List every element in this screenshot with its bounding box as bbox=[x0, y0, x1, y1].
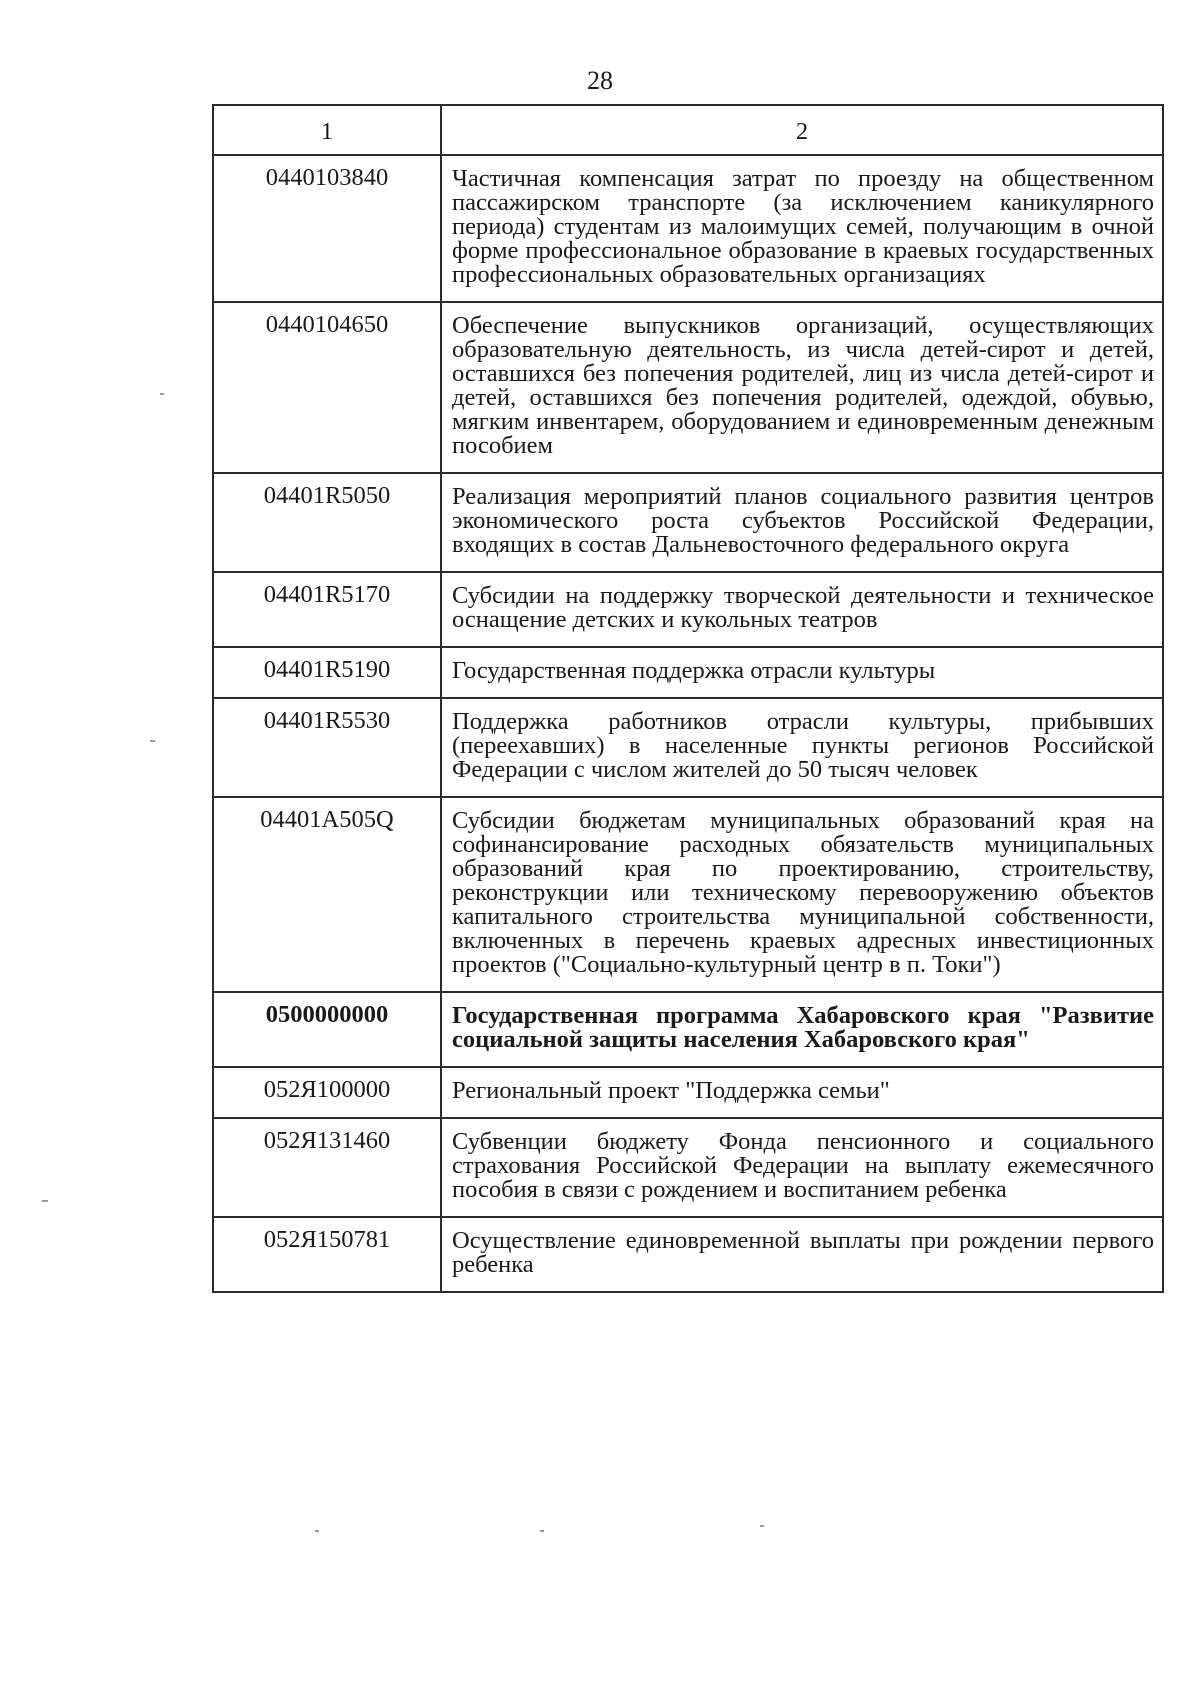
row-description: Государственная поддержка отрасли культуры bbox=[441, 647, 1163, 698]
table-row bbox=[213, 1067, 1163, 1118]
table-row-program-heading bbox=[213, 992, 1163, 1067]
row-description: Субвенции бюджету Фонда пенсионного и социального страхования Российской Федерации на выплату ежемесячного пособия в связи с рождением и воспитанием ребенка bbox=[441, 1118, 1163, 1217]
row-code: 04401A505Q bbox=[213, 797, 441, 992]
scan-speck bbox=[160, 393, 164, 395]
row-description: Обеспечение выпускников организаций, осуществляющих образовательную деятельность, из числа детей-сирот и детей, оставшихся без попечения родителей, лиц из числа детей-сирот и детей, оставшихся без попечения родителей, одеждой, обувью, мягким инвентарем, оборудованием и единовременным денежным пособием bbox=[441, 302, 1163, 473]
column-header-1: 1 bbox=[213, 105, 441, 155]
row-code: 04401R5530 bbox=[213, 698, 441, 797]
scan-speck bbox=[760, 1525, 764, 1527]
table-row bbox=[213, 698, 1163, 797]
row-code: 04401R5170 bbox=[213, 572, 441, 647]
row-code: 052Я100000 bbox=[213, 1067, 441, 1118]
row-description: Субсидии бюджетам муниципальных образований края на софинансирование расходных обязательств муниципальных образований края по проектированию, строительству, реконструкции или техническому перевооружению объектов капитального строительства муниципальной собственности, включенных в перечень краевых адресных инвестиционных проектов ("Социально-культурный центр в п. Токи") bbox=[441, 797, 1163, 992]
page-number: 28 bbox=[587, 66, 613, 95]
table-row bbox=[213, 473, 1163, 572]
scan-speck bbox=[42, 1200, 48, 1202]
budget-classification-table bbox=[212, 104, 1164, 1293]
row-code: 0440104650 bbox=[213, 302, 441, 473]
table-row bbox=[213, 302, 1163, 473]
row-description: Осуществление единовременной выплаты при рождении первого ребенка bbox=[441, 1217, 1163, 1292]
row-code: 052Я131460 bbox=[213, 1118, 441, 1217]
row-description: Субсидии на поддержку творческой деятельности и техническое оснащение детских и кукольных театров bbox=[441, 572, 1163, 647]
table-header-row bbox=[213, 105, 1163, 155]
table-row bbox=[213, 1217, 1163, 1292]
row-description: Поддержка работников отрасли культуры, прибывших (переехавших) в населенные пункты регионов Российской Федерации с числом жителей до 50 тысяч человек bbox=[441, 698, 1163, 797]
row-description: Региональный проект "Поддержка семьи" bbox=[441, 1067, 1163, 1118]
row-description: Частичная компенсация затрат по проезду на общественном пассажирском транспорте (за исключением каникулярного периода) студентам из малоимущих семей, получающим в очной форме профессиональное образование в краевых государственных профессиональных образовательных организациях bbox=[441, 155, 1163, 302]
column-header-2: 2 bbox=[441, 105, 1163, 155]
row-code: 052Я150781 bbox=[213, 1217, 441, 1292]
scan-speck bbox=[150, 740, 155, 742]
table-row bbox=[213, 155, 1163, 302]
row-description: Реализация мероприятий планов социального развития центров экономического роста субъектов Российской Федерации, входящих в состав Дальневосточного федерального округа bbox=[441, 473, 1163, 572]
table-row bbox=[213, 572, 1163, 647]
scan-speck bbox=[540, 1530, 544, 1532]
row-code: 0440103840 bbox=[213, 155, 441, 302]
scan-speck bbox=[315, 1530, 319, 1532]
table-row bbox=[213, 1118, 1163, 1217]
row-code: 0500000000 bbox=[213, 992, 441, 1067]
row-code: 04401R5050 bbox=[213, 473, 441, 572]
table-row bbox=[213, 797, 1163, 992]
row-code: 04401R5190 bbox=[213, 647, 441, 698]
table-row bbox=[213, 647, 1163, 698]
row-description: Государственная программа Хабаровского края "Развитие социальной защиты населения Хабаровского края" bbox=[441, 992, 1163, 1067]
